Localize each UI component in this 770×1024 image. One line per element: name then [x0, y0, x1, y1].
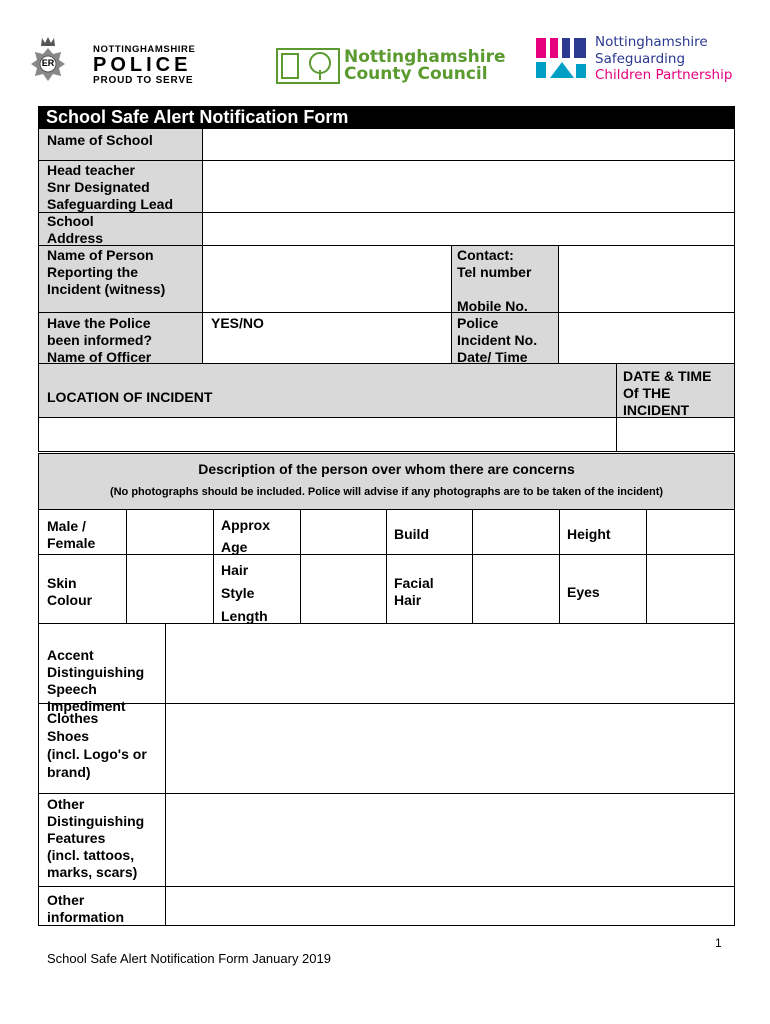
nscp-figures-icon	[534, 34, 590, 82]
police-informed-label: Have the Police been informed? Name of Officer	[47, 315, 153, 365]
ncc-logo-line2: County Council	[344, 64, 488, 84]
police-informed-value[interactable]: YES/NO	[211, 315, 264, 331]
datetime-label: DATE & TIME Of THE INCIDENT	[623, 368, 712, 418]
height-label: Height	[567, 526, 611, 542]
ncc-logo-line1: Nottinghamshire	[344, 47, 506, 67]
police-logo-line1: NOTTINGHAMSHIRE	[93, 44, 196, 55]
sex-label: Male / Female	[47, 518, 96, 551]
page-number: 1	[715, 936, 722, 950]
accent-label: Accent Distinguishing Speech Impediment	[47, 647, 145, 714]
clothes-field[interactable]	[166, 704, 734, 793]
police-logo-line2: POLICE	[93, 54, 192, 76]
datetime-field[interactable]	[617, 418, 734, 451]
eyes-field[interactable]	[647, 555, 734, 623]
police-logo-line3: PROUD TO SERVE	[93, 75, 194, 86]
head-teacher-label: Head teacher Snr Designated Safeguarding Lead	[47, 162, 174, 212]
footer-text: School Safe Alert Notification Form January 2019	[47, 951, 331, 966]
build-label: Build	[394, 526, 429, 542]
description-note: (No photographs should be included. Police will advise if any photographs are to be taken of the incident)	[109, 486, 664, 498]
clothes-label: Clothes Shoes (incl. Logo's or brand)	[47, 710, 147, 780]
head-teacher-field[interactable]	[203, 161, 734, 212]
school-address-label: School Address	[47, 213, 104, 246]
school-name-field[interactable]	[203, 129, 734, 160]
location-field[interactable]	[39, 418, 616, 451]
ncc-tree-icon	[276, 48, 340, 84]
school-address-field[interactable]	[203, 213, 734, 245]
police-incident-label: Police Incident No. Date/ Time	[457, 315, 538, 365]
nottinghamshire-police-logo	[28, 36, 228, 86]
police-crest-letters: ER	[41, 58, 55, 68]
accent-field[interactable]	[166, 624, 734, 703]
location-label: LOCATION OF INCIDENT	[47, 389, 213, 405]
nottinghamshire-county-council-logo	[276, 44, 516, 88]
features-field[interactable]	[166, 794, 734, 886]
other-info-label: Other information	[47, 892, 124, 925]
nscp-logo-line2: Safeguarding	[595, 50, 686, 67]
hair-field[interactable]	[301, 555, 386, 623]
skin-label: Skin Colour	[47, 575, 93, 608]
other-info-field[interactable]	[166, 887, 734, 925]
sex-field[interactable]	[127, 510, 213, 554]
reporter-label: Name of Person Reporting the Incident (witness)	[47, 247, 166, 297]
features-label: Other Distinguishing Features (incl. tattoos, marks, scars)	[47, 796, 145, 880]
skin-field[interactable]	[127, 555, 213, 623]
police-incident-field[interactable]	[559, 313, 734, 363]
description-title: Description of the person over whom there are concerns	[198, 461, 575, 477]
eyes-label: Eyes	[567, 584, 600, 600]
nscp-logo-line3: Children Partnership	[595, 67, 733, 83]
hair-label: Hair Style Length	[221, 562, 268, 624]
form-title: School Safe Alert Notification Form	[38, 106, 735, 128]
contact-label: Contact: Tel number Mobile No.	[457, 247, 532, 314]
facial-hair-field[interactable]	[473, 555, 559, 623]
contact-field[interactable]	[559, 246, 734, 312]
nottinghamshire-safeguarding-logo	[534, 32, 744, 86]
build-field[interactable]	[473, 510, 559, 554]
nscp-logo-line1: Nottinghamshire	[595, 34, 708, 50]
age-label: Approx Age	[221, 517, 270, 555]
age-field[interactable]	[301, 510, 386, 554]
reporter-field[interactable]	[203, 246, 451, 312]
school-name-label: Name of School	[47, 132, 153, 148]
logo-header	[0, 28, 770, 90]
height-field[interactable]	[647, 510, 734, 554]
facial-hair-label: Facial Hair	[394, 575, 434, 608]
